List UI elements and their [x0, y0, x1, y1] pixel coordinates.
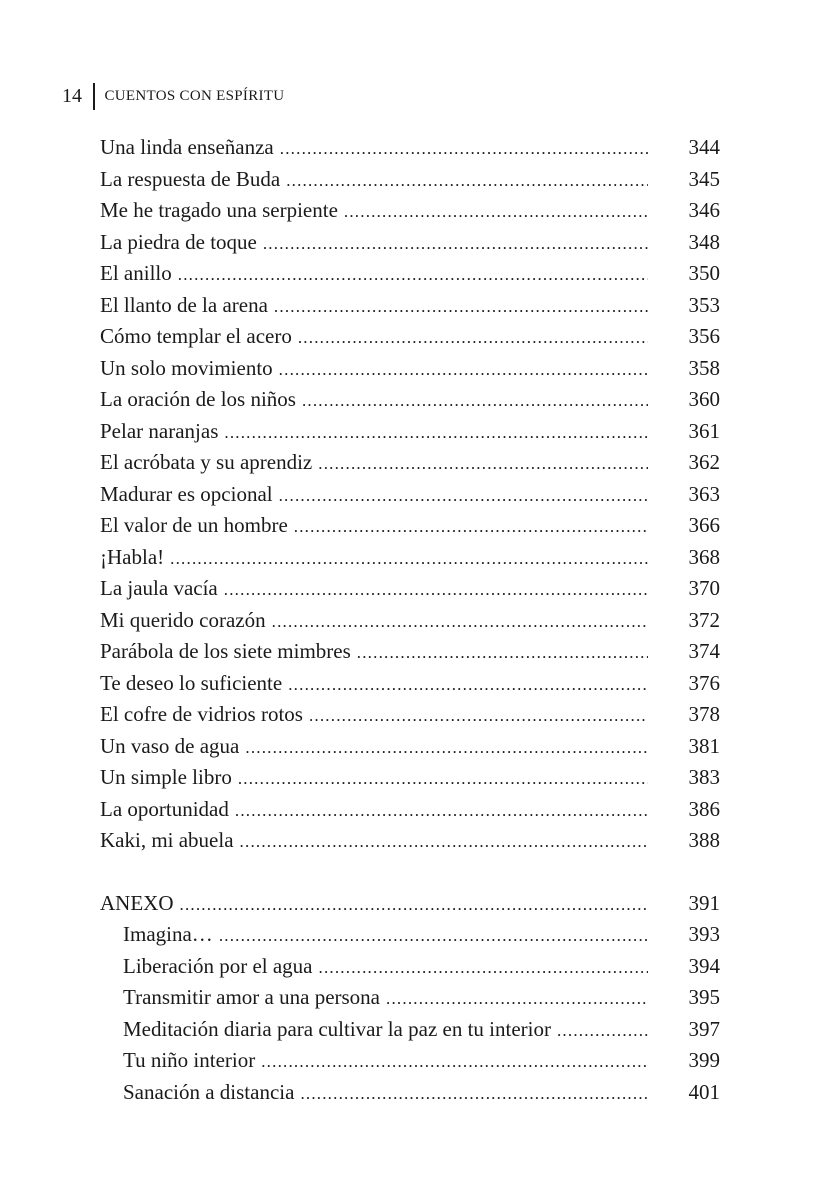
toc-entry-title: La jaula vacía	[100, 576, 218, 600]
toc-entry-title: Un solo movimiento	[100, 355, 273, 380]
dot-leader	[224, 574, 648, 606]
toc-entry-title: Kaki, mi abuela	[100, 828, 234, 852]
toc-entry	[100, 699, 720, 731]
dot-leader	[280, 133, 648, 165]
dot-leader	[224, 417, 648, 449]
toc-entry-page: 350	[688, 261, 720, 285]
toc-entry-page: 376	[688, 670, 720, 695]
toc-entry-title: ANEXO	[100, 890, 174, 915]
toc-entry-title: El cofre de vidrios rotos	[100, 702, 303, 726]
toc-entry	[100, 195, 720, 227]
toc-entry-page: 388	[688, 828, 720, 852]
toc-entry-page: 366	[688, 513, 720, 537]
toc-entry-page: 344	[688, 135, 720, 159]
toc-entry	[100, 573, 720, 605]
toc-entry-title: Un simple libro	[100, 765, 232, 789]
toc-entry-page: 378	[688, 702, 720, 726]
toc-entry-page: 360	[688, 387, 720, 411]
toc-entry-page: 401	[688, 1079, 720, 1104]
toc-entry-title: Un vaso de agua	[100, 733, 240, 758]
dot-leader	[274, 291, 648, 323]
toc-entry	[100, 825, 720, 857]
dot-leader	[300, 1078, 648, 1110]
toc-entry-page: 393	[688, 922, 720, 946]
toc-entry-page: 348	[688, 229, 720, 254]
toc-entry-title: Transmitir amor a una persona	[123, 985, 381, 1009]
toc-entry	[100, 227, 720, 259]
toc-entry-title: El anillo	[100, 261, 172, 285]
dot-leader	[318, 448, 648, 480]
dot-leader	[219, 920, 648, 952]
dot-leader	[319, 952, 649, 984]
toc-entry-page: 381	[688, 733, 720, 758]
dot-leader	[235, 795, 648, 827]
toc-entry	[100, 636, 720, 668]
table-of-contents	[100, 132, 720, 1108]
toc-entry-title: Tu niño interior	[123, 1048, 256, 1072]
toc-entry	[100, 888, 720, 920]
dot-leader	[279, 480, 648, 512]
toc-entry-title: La respuesta de Buda	[100, 166, 281, 191]
dot-leader	[279, 354, 648, 386]
toc-entry-page: 358	[688, 355, 720, 380]
dot-leader	[180, 889, 649, 921]
toc-entry-page: 374	[688, 639, 720, 663]
page-number: 14	[62, 84, 82, 107]
dot-leader	[238, 763, 648, 795]
toc-entry-title: La oportunidad	[100, 796, 229, 821]
toc-entry	[100, 731, 720, 763]
toc-entry	[100, 542, 720, 574]
section-spacer	[100, 857, 720, 888]
toc-subentry	[100, 1077, 720, 1109]
toc-entry-title: Pelar naranjas	[100, 418, 219, 443]
toc-entry-page: 362	[688, 450, 720, 474]
dot-leader	[178, 259, 648, 291]
dot-leader	[261, 1046, 648, 1078]
toc-subentry	[100, 1045, 720, 1077]
toc-subentry	[100, 919, 720, 951]
dot-leader	[240, 826, 648, 858]
book-title: CUENTOS CON ESPÍRITU	[104, 87, 285, 104]
dot-leader	[272, 606, 648, 638]
toc-entry-title: El llanto de la arena	[100, 292, 268, 317]
dot-leader	[302, 385, 648, 417]
toc-entry-title: El valor de un hombre	[100, 513, 288, 537]
toc-entry-title: Mi querido corazón	[100, 607, 266, 632]
toc-entry-page: 391	[688, 890, 720, 915]
toc-entry-title: Madurar es opcional	[100, 481, 273, 506]
toc-entry-title: La oración de los niños	[100, 387, 296, 411]
toc-entry	[100, 762, 720, 794]
dot-leader	[386, 983, 648, 1015]
toc-entry-title: Liberación por el agua	[123, 953, 313, 978]
toc-entry	[100, 384, 720, 416]
toc-subentry	[100, 1014, 720, 1046]
toc-entry	[100, 321, 720, 353]
toc-entry-page: 370	[688, 576, 720, 600]
running-head	[62, 82, 284, 110]
toc-entry-page: 368	[688, 544, 720, 569]
toc-entry-page: 383	[688, 765, 720, 789]
toc-entry-title: Sanación a distancia	[123, 1079, 295, 1104]
toc-entry-title: ¡Habla!	[100, 544, 165, 569]
toc-entry	[100, 605, 720, 637]
toc-entry	[100, 668, 720, 700]
toc-entry	[100, 510, 720, 542]
toc-entry-title: Me he tragado una serpiente	[100, 198, 338, 222]
toc-entry-page: 397	[688, 1016, 720, 1041]
toc-entry-page: 395	[688, 985, 720, 1009]
dot-leader	[245, 732, 648, 764]
toc-entry-page: 363	[688, 481, 720, 506]
toc-entry-title: Cómo templar el acero	[100, 324, 292, 348]
toc-entry-title: Parábola de los siete mimbres	[100, 639, 351, 663]
toc-entry	[100, 132, 720, 164]
toc-entry-page: 353	[688, 292, 720, 317]
toc-subentry	[100, 982, 720, 1014]
dot-leader	[357, 637, 648, 669]
toc-subentry	[100, 951, 720, 983]
toc-entry	[100, 416, 720, 448]
dot-leader	[288, 669, 648, 701]
toc-entry	[100, 794, 720, 826]
dot-leader	[294, 511, 648, 543]
toc-entry-page: 361	[688, 418, 720, 443]
toc-entry-title: Una linda enseñanza	[100, 135, 274, 159]
toc-entry-page: 346	[688, 198, 720, 222]
toc-entry-title: El acróbata y su aprendiz	[100, 450, 313, 474]
header-divider	[93, 83, 95, 110]
dot-leader	[170, 543, 648, 575]
toc-entry-page: 394	[688, 953, 720, 978]
toc-entry	[100, 353, 720, 385]
dot-leader	[298, 322, 648, 354]
toc-entry-title: Te deseo lo suficiente	[100, 670, 283, 695]
dot-leader	[557, 1015, 648, 1047]
toc-entry-page: 399	[688, 1048, 720, 1072]
toc-entry	[100, 164, 720, 196]
toc-entry-title: Imagina…	[123, 922, 213, 946]
toc-entry	[100, 479, 720, 511]
dot-leader	[263, 228, 648, 260]
dot-leader	[344, 196, 648, 228]
toc-entry-page: 345	[688, 166, 720, 191]
dot-leader	[309, 700, 648, 732]
toc-entry	[100, 447, 720, 479]
toc-entry	[100, 290, 720, 322]
dot-leader	[286, 165, 648, 197]
toc-entry-page: 372	[688, 607, 720, 632]
toc-entry	[100, 258, 720, 290]
toc-entry-page: 386	[688, 796, 720, 821]
toc-entry-title: La piedra de toque	[100, 229, 257, 254]
toc-entry-title: Meditación diaria para cultivar la paz en tu interior	[123, 1016, 551, 1041]
toc-entry-page: 356	[688, 324, 720, 348]
